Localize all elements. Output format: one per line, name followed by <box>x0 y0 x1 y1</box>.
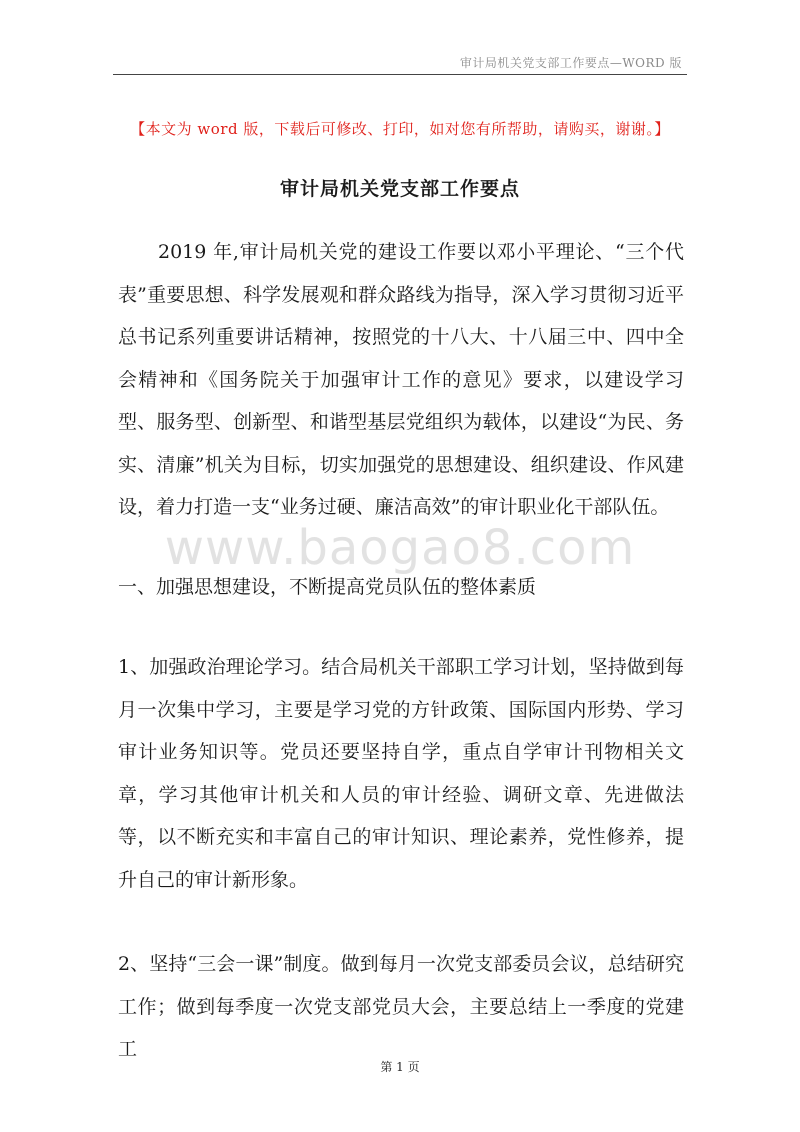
header-divider <box>113 74 687 75</box>
list-item: 1、加强政治理论学习。结合局机关干部职工学习计划，坚持做到每月一次集中学习，主要是学习党的方针政策、国际国内形势、学习审计业务知识等。党员还要坚持自学，重点自学审计刊物相关文章，学习其他审计机关和人员的审计经验、调研文章、先进做法等，以不断充实和丰富自己的审计知识、理论素养，党性修养，提升自己的审计新形象。 <box>118 656 684 891</box>
section-heading: 一、加强思想建设，不断提高党员队伍的整体素质 <box>118 576 537 598</box>
running-header: 审计局机关党支部工作要点—WORD 版 <box>459 56 682 70</box>
intro-paragraph: 2019 年,审计局机关党的建设工作要以邓小平理论、“三个代表”重要思想、科学发展观和群众路线为指导，深入学习贯彻习近平总书记系列重要讲话精神，按照党的十八大、十八届三中、四中全会精神和《国务院关于加强审计工作的意见》要求，以建设学习型、服务型、创新型、和谐型基层党组织为载体，以建设“为民、务实、清廉”机关为目标，切实加强党的思想建设、组织建设、作风建设，着力打造一支“业务过硬、廉洁高效”的审计职业化干部队伍。 <box>118 241 684 518</box>
list-item: 2、坚持“三会一课”制度。做到每月一次党支部委员会议，总结研究工作；做到每季度一次党支部党员大会，主要总结上一季度的党建工 <box>118 953 684 1060</box>
document-title: 审计局机关党支部工作要点 <box>279 178 520 200</box>
download-notice: 【本文为 word 版，下载后可修改、打印，如对您有所帮助，请购买，谢谢。】 <box>130 120 670 138</box>
watermark: www.baogao8.com <box>164 520 636 576</box>
page-number: 第 1 页 <box>380 1060 420 1074</box>
